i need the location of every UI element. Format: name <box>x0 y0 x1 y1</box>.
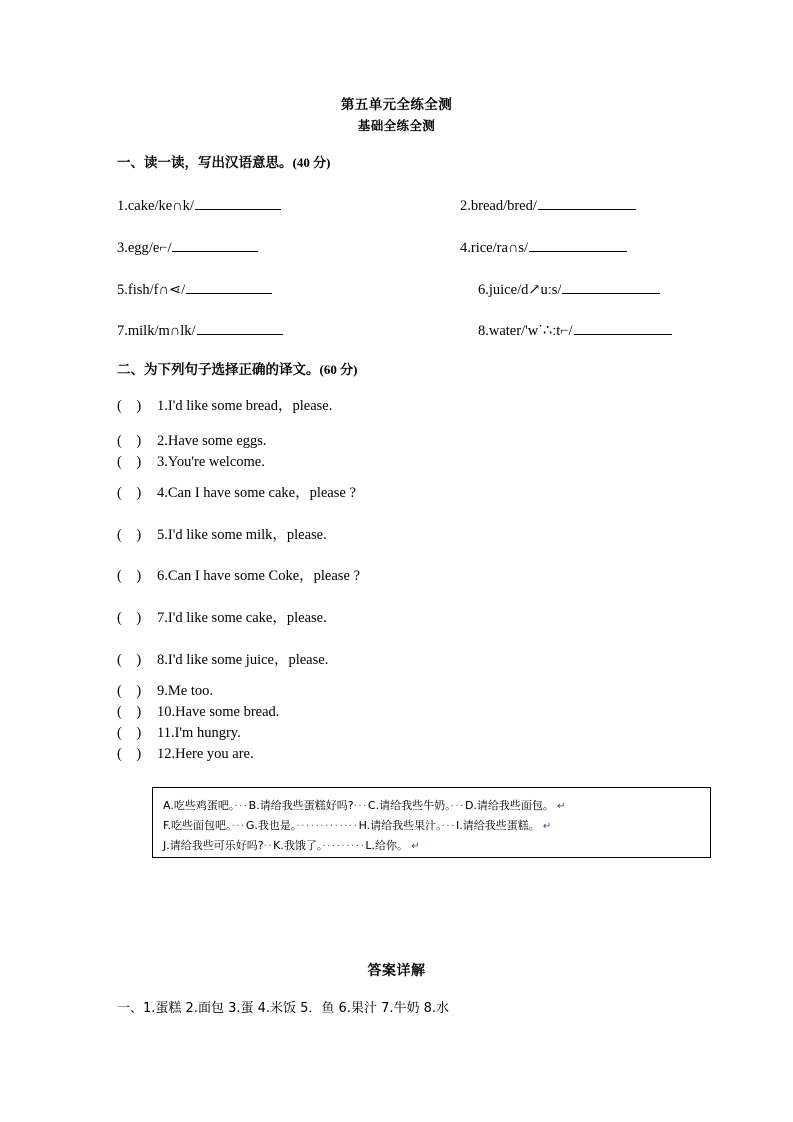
answer-paren-5[interactable]: ( ) <box>117 527 142 543</box>
option-entry-2-2: G.我也是。 <box>245 819 297 832</box>
answer-paren-8[interactable]: ( ) <box>117 652 142 668</box>
phonetic-item-7 <box>117 321 283 339</box>
sentence-number-6: 6. <box>157 568 168 584</box>
phonetic-answer-blank-3[interactable] <box>172 238 258 252</box>
phonetic-word-6: juice <box>488 282 518 298</box>
option-entry-1-1: A.吃些鸡蛋吧。 <box>163 799 235 812</box>
option-entry-1-4: D.请给我些面包。 <box>464 799 554 812</box>
option-entry-3-2: K.我饿了。 <box>273 839 323 852</box>
dotted-leader: ··· <box>441 821 456 832</box>
section-2-score: (60 分) <box>319 362 358 377</box>
option-entry-2-4: I.请给我些蛋糕。 <box>455 819 540 832</box>
sentence-text-2: Have some eggs. <box>167 433 267 449</box>
answer-paren-2[interactable]: ( ) <box>117 433 142 449</box>
answer-paren-6[interactable]: ( ) <box>117 568 142 584</box>
sentence-number-2: 2. <box>157 433 168 449</box>
phonetic-answer-blank-2[interactable] <box>538 196 636 210</box>
sentence-number-10: 10. <box>157 704 176 720</box>
sentence-text-6: Can I have some Coke，please ? <box>167 568 360 584</box>
option-entry-3-3: L.给你。 <box>365 839 409 852</box>
phonetic-answer-blank-6[interactable] <box>562 280 660 294</box>
phonetic-ipa-8: /'w˙∴ːt⌐/ <box>521 323 573 339</box>
answer-paren-12[interactable]: ( ) <box>117 746 142 762</box>
sentence-text-5: I'd like some milk，please. <box>167 527 327 543</box>
sentence-item-2 <box>117 434 267 449</box>
phonetic-number-6: 6. <box>478 282 489 298</box>
answer-paren-1[interactable]: ( ) <box>117 398 142 414</box>
section-1-heading-text: 一、读一读，写出汉语意思。 <box>117 155 293 171</box>
sentence-item-9 <box>117 684 213 699</box>
phonetic-word-2: bread <box>470 198 504 214</box>
sentence-number-7: 7. <box>157 610 168 626</box>
phonetic-item-2 <box>460 196 636 214</box>
answer-paren-4[interactable]: ( ) <box>117 485 142 501</box>
paragraph-mark-icon: ↵ <box>539 821 552 832</box>
answer-paren-9[interactable]: ( ) <box>117 683 142 699</box>
answers-section-title: 答案详解 <box>367 963 426 979</box>
sentence-text-11: I'm hungry. <box>174 725 241 741</box>
phonetic-ipa-2: /bred/ <box>503 198 537 214</box>
answer-paren-10[interactable]: ( ) <box>117 704 142 720</box>
phonetic-number-1: 1. <box>117 198 128 214</box>
sentence-text-1: I'd like some bread，please. <box>167 398 333 414</box>
phonetic-ipa-6: /d↗uːs/ <box>517 282 562 298</box>
translation-options-box <box>152 787 711 858</box>
phonetic-word-3: egg <box>127 240 149 256</box>
section-1-heading <box>117 151 330 171</box>
answers-section-1-line: 一、1.蛋糕 2.面包 3.蛋 4.米饭 5．鱼 6.果汁 7.牛奶 8.水 <box>117 1001 450 1016</box>
sentence-number-4: 4. <box>157 485 168 501</box>
phonetic-item-3 <box>117 238 258 256</box>
answer-paren-3[interactable]: ( ) <box>117 454 142 470</box>
sentence-text-10: Have some bread. <box>175 704 280 720</box>
phonetic-word-4: rice <box>470 240 493 256</box>
phonetic-answer-blank-8[interactable] <box>574 321 672 335</box>
sentence-item-1 <box>117 399 332 414</box>
sentence-item-12 <box>117 747 254 762</box>
dotted-leader: ··· <box>234 801 249 812</box>
phonetic-number-3: 3. <box>117 240 128 256</box>
sentence-text-8: I'd like some juice，please. <box>167 652 329 668</box>
phonetic-item-4 <box>460 238 627 256</box>
dotted-leader: ··· <box>450 801 465 812</box>
section-2-heading <box>117 358 357 378</box>
dotted-leader: ············· <box>296 821 359 832</box>
sentence-item-7 <box>117 611 327 626</box>
option-line-2 <box>163 820 551 832</box>
phonetic-word-5: fish <box>127 282 150 298</box>
phonetic-answer-blank-4[interactable] <box>529 238 627 252</box>
phonetic-ipa-1: /ke∩k/ <box>154 198 194 214</box>
phonetic-ipa-3: /e⌐/ <box>148 240 172 256</box>
phonetic-item-5 <box>117 280 272 298</box>
phonetic-ipa-7: /m∩lk/ <box>154 323 196 339</box>
option-entry-1-2: B.请给我些蛋糕好吗? <box>248 799 354 812</box>
phonetic-item-8 <box>478 321 672 339</box>
dotted-leader: ········· <box>322 841 366 852</box>
option-line-3 <box>163 840 420 852</box>
sentence-item-6 <box>117 569 360 584</box>
sentence-item-3 <box>117 455 265 470</box>
phonetic-word-7: milk <box>127 323 155 339</box>
phonetic-number-7: 7. <box>117 323 128 339</box>
sentence-number-1: 1. <box>157 398 168 414</box>
phonetic-ipa-4: /ra∩s/ <box>492 240 529 256</box>
phonetic-number-8: 8. <box>478 323 489 339</box>
phonetic-answer-blank-7[interactable] <box>197 321 283 335</box>
phonetic-answer-blank-1[interactable] <box>195 196 281 210</box>
sentence-number-12: 12. <box>157 746 176 762</box>
option-entry-3-1: J.请给我些可乐好吗? <box>163 839 264 852</box>
sentence-number-5: 5. <box>157 527 168 543</box>
paragraph-mark-icon: ↵ <box>408 841 420 852</box>
dotted-leader: ·· <box>263 841 274 852</box>
option-line-1 <box>163 800 565 812</box>
sentence-number-11: 11. <box>157 725 175 741</box>
option-entry-2-3: H.请给我些果汁。 <box>358 819 442 832</box>
paragraph-mark-icon: ↵ <box>553 801 566 812</box>
phonetic-word-8: water <box>488 323 522 339</box>
phonetic-number-2: 2. <box>460 198 471 214</box>
sentence-text-12: Here you are. <box>175 746 254 762</box>
sentence-item-10 <box>117 705 279 720</box>
phonetic-item-1 <box>117 196 281 214</box>
sentence-number-8: 8. <box>157 652 168 668</box>
phonetic-word-1: cake <box>127 198 155 214</box>
sentence-text-4: Can I have some cake，please ? <box>167 485 356 501</box>
document-subtitle: 基础全练全测 <box>357 118 436 133</box>
option-entry-1-3: C.请给我些牛奶。 <box>367 799 451 812</box>
answer-paren-7[interactable]: ( ) <box>117 610 142 626</box>
sentence-item-4 <box>117 486 356 501</box>
sentence-item-11 <box>117 726 241 741</box>
option-entry-2-1: F.吃些面包吧。 <box>163 819 232 832</box>
sentence-number-9: 9. <box>157 683 168 699</box>
sentence-item-5 <box>117 528 327 543</box>
phonetic-ipa-5: /f∩⋖/ <box>149 282 186 298</box>
phonetic-number-4: 4. <box>460 240 471 256</box>
sentence-text-3: You're welcome. <box>167 454 265 470</box>
sentence-text-7: I'd like some cake，please. <box>167 610 327 626</box>
sentence-number-3: 3. <box>157 454 168 470</box>
sentence-text-9: Me too. <box>167 683 213 699</box>
section-1-score: (40 分) <box>292 155 331 170</box>
section-2-heading-text: 二、为下列句子选择正确的译文。 <box>117 362 320 378</box>
sentence-item-8 <box>117 653 328 668</box>
dotted-leader: ··· <box>231 821 246 832</box>
phonetic-answer-blank-5[interactable] <box>186 280 272 294</box>
answer-paren-11[interactable]: ( ) <box>117 725 142 741</box>
document-title: 第五单元全练全测 <box>340 97 453 113</box>
dotted-leader: ··· <box>353 801 368 812</box>
phonetic-item-6 <box>478 280 660 298</box>
phonetic-number-5: 5. <box>117 282 128 298</box>
